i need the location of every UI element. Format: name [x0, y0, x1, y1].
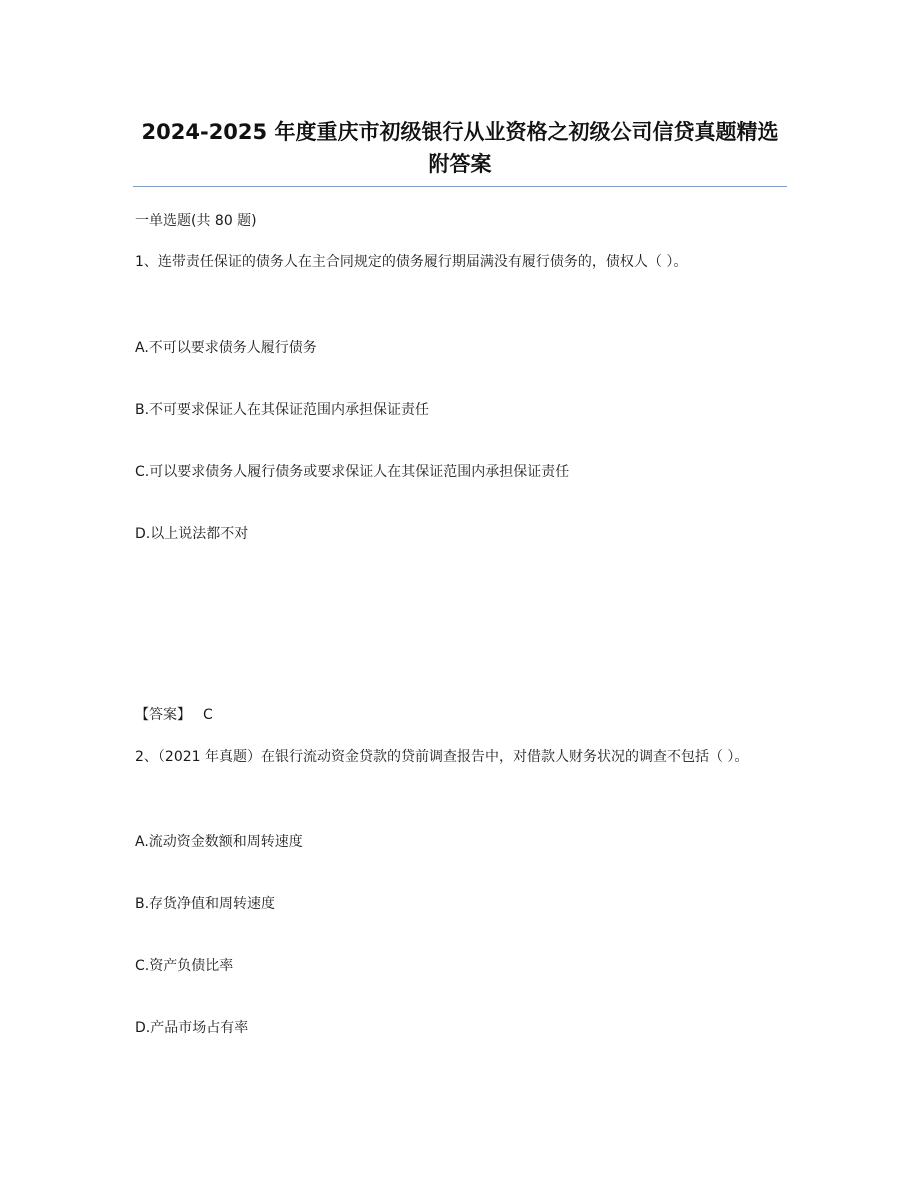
title-divider — [133, 186, 787, 187]
question-1-option-b: B.不可要求保证人在其保证范围内承担保证责任 — [135, 402, 430, 418]
document-title: 2024-2025 年度重庆市初级银行从业资格之初级公司信贷真题精选附答案 — [141, 120, 779, 176]
question-1-option-c: C.可以要求债务人履行债务或要求保证人在其保证范围内承担保证责任 — [135, 464, 570, 480]
answer-label: 【答案】 — [135, 707, 191, 723]
section-heading: 一单选题(共 80 题) — [135, 213, 257, 229]
question-1-option-d: D.以上说法都不对 — [135, 526, 249, 542]
question-2-option-a: A.流动资金数额和周转速度 — [135, 834, 303, 850]
question-1-option-a: A.不可以要求债务人履行债务 — [135, 340, 317, 356]
question-2-option-b: B.存货净值和周转速度 — [135, 896, 276, 912]
question-2-option-d: D.产品市场占有率 — [135, 1020, 249, 1036]
question-2-option-c: C.资产负债比率 — [135, 958, 234, 974]
question-1-answer — [135, 701, 790, 729]
answer-value: C — [203, 707, 213, 723]
question-2-text: 2、（2021 年真题）在银行流动资金贷款的贷前调查报告中，对借款人财务状况的调查不包括（ ）。 — [135, 749, 749, 765]
question-1-text: 1、连带责任保证的债务人在主合同规定的债务履行期届满没有履行债务的，债权人（ ）。 — [135, 254, 688, 270]
